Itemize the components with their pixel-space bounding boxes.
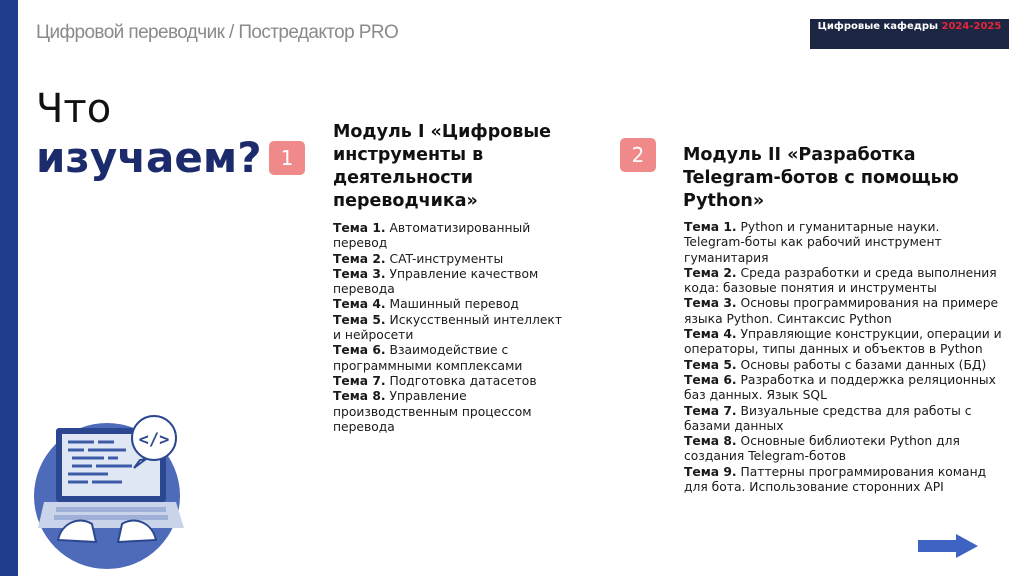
topic-item: Тема 7. Визуальные средства для работы с базами данных xyxy=(684,403,972,433)
topic-item: Тема 6. Разработка и поддержка реляционных баз данных. Язык SQL xyxy=(684,372,996,403)
course-title: Цифровой переводчик / Постредактор PRO xyxy=(36,22,399,43)
topic-item: Тема 8. Управление производственным процессом перевода xyxy=(333,389,532,434)
heading-study: изучаем? xyxy=(36,133,262,182)
svg-text:</>: </> xyxy=(138,430,170,450)
topic-item: Тема 3. Основы программирования на примере языка Python. Синтаксис Python xyxy=(684,296,999,326)
module-2-number-badge: 2 xyxy=(620,138,656,172)
topic-item: Тема 7. Подготовка датасетов xyxy=(333,373,537,388)
heading-what: Что xyxy=(36,86,112,132)
topic-item: Тема 6. Взаимодействие с программными комплексами xyxy=(333,343,523,373)
topic-item: Тема 8. Основные библиотеки Python для создания Telegram-ботов xyxy=(684,434,960,464)
brand-label: Цифровые кафедры xyxy=(817,21,939,32)
module-1-number-badge: 1 xyxy=(269,141,305,175)
module-1-topic-list xyxy=(333,221,563,435)
topic-item: Тема 9. Паттерны программирования команд для бота. Использование сторонних API xyxy=(684,464,987,495)
brand-years: 2024-2025 xyxy=(941,21,1002,32)
topic-item: Тема 4. Машинный перевод xyxy=(333,297,519,312)
topic-item: Тема 5. Основы работы с базами данных (БД) xyxy=(684,357,987,372)
topic-item: Тема 5. Искусственный интеллект и нейросети xyxy=(333,312,563,343)
laptop-code-icon xyxy=(34,410,194,570)
arrow-right-icon[interactable] xyxy=(918,534,978,558)
module-2-title: Модуль II «Разработка Telegram-ботов с помощью Python» xyxy=(683,145,959,211)
topic-item: Тема 3. Управление качеством перевода xyxy=(333,266,539,297)
module-1-title: Модуль I «Цифровые инструменты в деятельности переводчика» xyxy=(333,122,552,211)
topic-item: Тема 2. Среда разработки и среда выполнения кода: базовые понятия и инструменты xyxy=(684,265,997,296)
left-accent-stripe xyxy=(0,0,18,576)
topic-item: Тема 1. Автоматизированный перевод xyxy=(333,221,531,251)
topic-item: Тема 1. Python и гуманитарные науки. Telegram-боты как рабочий инструмент гуманитария xyxy=(684,220,942,265)
topic-item: Тема 4. Управляющие конструкции, операции и операторы, типы данных и объектов в Python xyxy=(684,327,1002,357)
topic-item: Тема 2. CAT-инструменты xyxy=(333,251,504,266)
brand-badge xyxy=(810,19,1009,49)
module-2-topic-list xyxy=(684,220,1004,495)
